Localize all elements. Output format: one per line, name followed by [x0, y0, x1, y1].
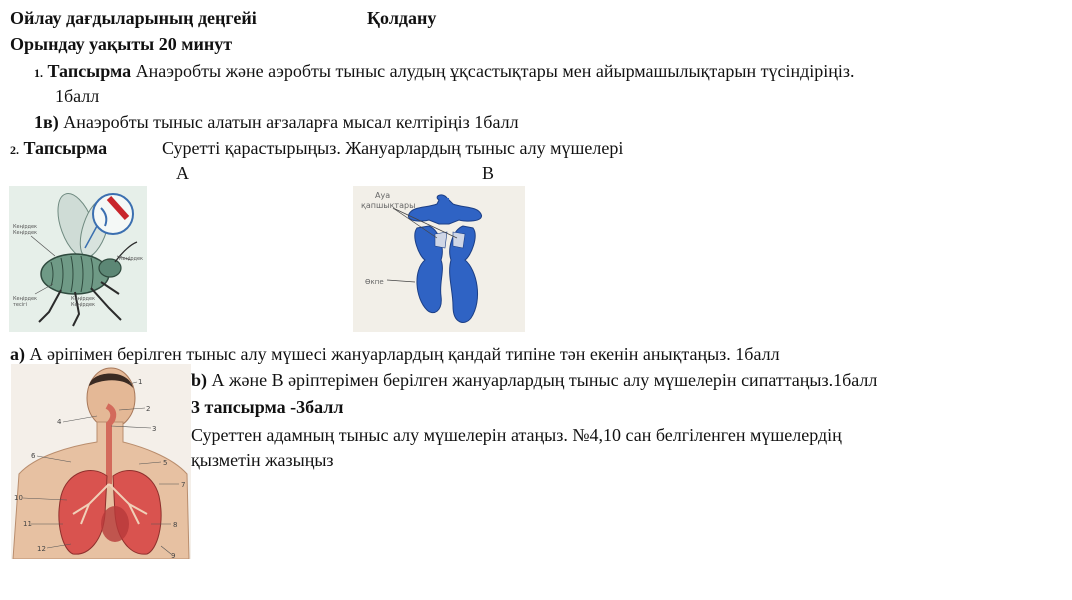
question-a-line: [10, 343, 780, 365]
fig-num-4: 4: [57, 418, 62, 426]
fig-b-label-2: қапшықтары: [361, 201, 416, 210]
fig-num-1: 1: [138, 378, 143, 386]
fig-a-label-1: Кеңірдек: [13, 224, 38, 230]
fig-num-3: 3: [152, 425, 157, 433]
task1-score: 1балл: [55, 86, 100, 106]
task1-text: Анаэробты және аэробты тыныс алудың ұқсастықтары мен айырмашылықтарын түсіндіріңіз.: [131, 61, 855, 81]
question-a-label: а): [10, 344, 25, 364]
fig-num-6: 6: [31, 452, 36, 460]
question-a-text: А әріпімен берілген тыныс алу мүшесі жануарлардың қандай типіне тән екенін анықтаңыз. 1балл: [25, 344, 780, 364]
insect-tracheae-figure: [9, 186, 147, 332]
task1-title: Тапсырма: [47, 61, 132, 81]
task2-text: Суретті қарастырыңыз. Жануарлардың тыныс алу мүшелері: [162, 138, 624, 158]
fig-a-label-5: тесігі: [13, 302, 28, 308]
fig-num-9: 9: [171, 552, 176, 559]
fig-a-label-7: Кеңірдек: [71, 302, 96, 308]
fig-a-label-4: Кеңірдек: [13, 296, 38, 302]
thinking-level-value: Қолдану: [367, 8, 437, 28]
figure-b-label: В: [482, 163, 495, 183]
question-b-label: b): [191, 370, 208, 390]
task3-text-line1: Суреттен адамның тыныс алу мүшелерін атаңыз. №4,10 сан белгіленген мүшелердің: [191, 425, 842, 445]
task1-number: 1.: [34, 66, 43, 80]
fig-num-2: 2: [146, 405, 151, 413]
fig-num-8: 8: [173, 521, 178, 529]
question-b-text: А және В әріптерімен берілген жануарлардың тыныс алу мүшелерін сипаттаңыз.1балл: [207, 370, 878, 390]
question-b-line: [191, 369, 877, 391]
fig-num-12: 12: [37, 545, 46, 553]
task1b-label: 1в): [34, 112, 59, 132]
figure-a-label: А: [176, 163, 189, 183]
task2-line: [10, 137, 107, 161]
fig-num-10: 10: [14, 494, 23, 502]
bird-lungs-figure: [353, 186, 525, 332]
fig-num-7: 7: [181, 481, 186, 489]
fig-a-label-2: Кеңірдек: [13, 230, 38, 236]
time-label: Орындау уақыты 20 минут: [10, 34, 233, 54]
fig-a-label-3: Кеңірдек: [119, 256, 144, 262]
fig-b-label-3: Өкпе: [365, 278, 384, 286]
fig-num-5: 5: [163, 459, 168, 467]
thinking-level-label: Ойлау дағдыларының деңгейі: [10, 8, 257, 28]
task3-title: 3 тапсырма -3балл: [191, 397, 344, 417]
task1b-line: [34, 111, 519, 133]
fig-num-11: 11: [23, 520, 32, 528]
task2-title: Тапсырма: [23, 138, 108, 158]
task3-text-line2: қызметін жазыңыз: [191, 450, 334, 470]
fig-a-label-6: Кеңірдек: [71, 296, 96, 302]
fig-b-label-1: Ауа: [375, 191, 391, 200]
task1b-text: Анаэробты тыныс алатын ағзаларға мысал келтіріңіз 1балл: [58, 112, 519, 132]
task1-line: [34, 60, 855, 84]
task2-number: 2.: [10, 143, 19, 157]
human-respiratory-figure: [11, 364, 191, 559]
